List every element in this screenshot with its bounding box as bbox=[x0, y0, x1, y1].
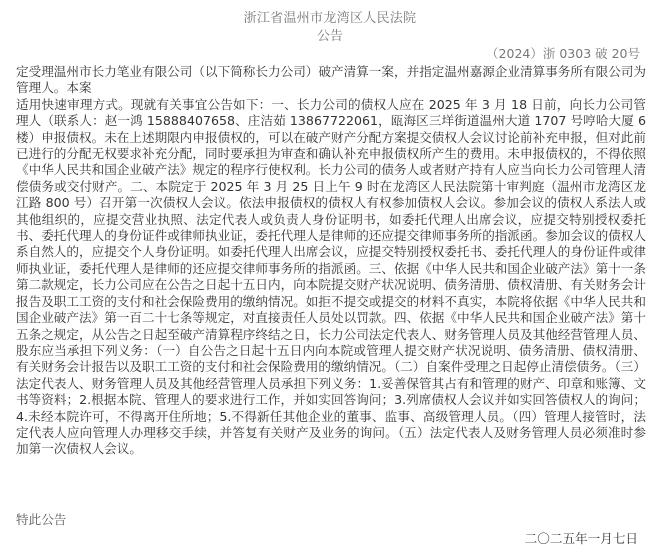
body-paragraph-main: 适用快速审理方式。现就有关事宜公告如下：一、长力公司的债权人应在 2025 年 3 月 18 日前，向长力公司管理人（联系人：赵一鸿 15888407658、庄洁茹 13867722061，瓯海区三垟街道温州大道 1707 号哼哈大厦 6 楼）申报债权。未在上述期限内申报债权的，可以在破产财产分配方案提交债权人会议讨论前补充申报，但对此前已进行的分配无权要求补充分配，同时要承担为审查和确认补充申报债权所产生的费用。未申报债权的，不得依照《中华人民共和国企业破产法》规定的程序行使权利。长力公司的债务人或者财产持有人应当向长力公司管理人清偿债务或交付财产。二、本院定于 2025 年 3 月 25 日上午 9 时在龙湾区人民法院第十审判庭（温州市龙湾区龙江路 800 号）召开第一次债权人会议。依法申报债权的债权人有权参加债权人会议。参加会议的债权人系法人或其他组织的，应提交营业执照、法定代表人或负责人身份证明书，如委托代理人出席会议，应提交特别授权委托书、委托代理人的身份证件或律师执业证，委托代理人是律师的还应提交律师事务所的指派函。参加会议的债权人系自然人的，应提交个人身份证明。如委托代理人出席会议，应提交特别授权委托书、委托代理人的身份证件或律师执业证，委托代理人是律师的还应提交律师事务所的指派函。三、依据《中华人民共和国企业破产法》第十一条第二款规定，长力公司应在公告之日起十五日内，向本院提交财产状况说明、债务清册、债权清册、有关财务会计报告及职工工资的支付和社会保险费用的缴纳情况。如拒不提交或提交的材料不真实，本院将依据《中华人民共和国企业破产法》第一百二十七条等规定，对直接责任人员处以罚款。四、依据《中华人民共和国企业破产法》第十五条之规定，从公告之日起至破产清算程序终结之日，长力公司法定代表人、财务管理人员及其他经营管理人员、股东应当承担下列义务：（一）自公告之日起十五日内向本院或管理人提交财产状况说明、债务清册、债权清册、有关财务会计报告以及职工工资的支付和社会保险费用的缴纳情况。（二）自案件受理之日起停止清偿债务。（三）法定代表人、财务管理人员及其他经营管理人员承担下列义务：1.妥善保管其占有和管理的财产、印章和账簿、文书等资料；2.根据本院、管理人的要求进行工作，并如实回答询问；3.列席债权人会议并如实回答债权人的询问；4.未经本院许可，不得离开住所地；5.不得新任其他企业的董事、监事、高级管理人员。（四）管理人接管时，法定代表人应向管理人办理移交手续，并答复有关财产及业务的询问。（五）法定代表人及财务管理人员必须准时参加第一次债权人会议。 bbox=[16, 96, 646, 457]
body-paragraph-intro: 定受理温州市长力笔业有限公司（以下简称长力公司）破产清算一案，并指定温州嘉源企业清算事务所有限公司为管理人。本案 bbox=[16, 64, 646, 96]
document-type-title: 公告 bbox=[316, 29, 343, 44]
court-name: 浙江省温州市龙湾区人民法院 bbox=[243, 11, 417, 26]
notice-date: 二〇二五年一月七日 bbox=[524, 531, 638, 546]
case-number: （2024）浙 0303 破 20号 bbox=[486, 46, 640, 61]
notice-body bbox=[16, 64, 646, 458]
closing-phrase: 特此公告 bbox=[16, 512, 67, 527]
